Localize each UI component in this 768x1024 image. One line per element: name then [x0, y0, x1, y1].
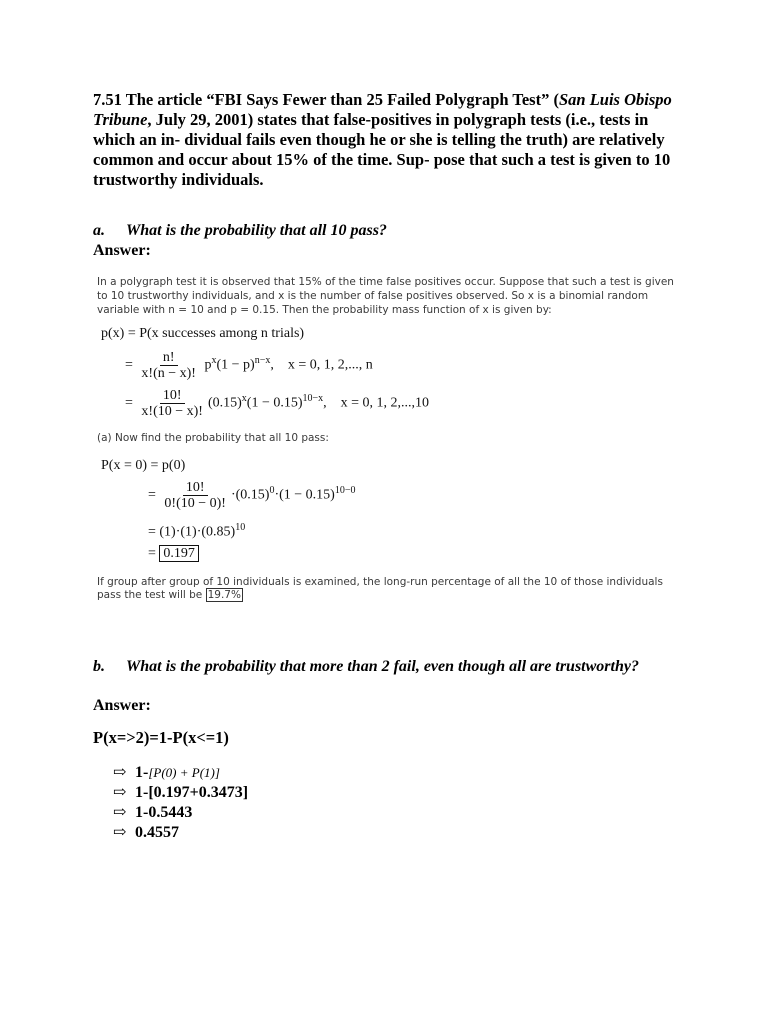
arrow-icon: ⇨: [113, 824, 127, 841]
part-b-answer-label: Answer:: [93, 697, 151, 714]
conclusion-text: If group after group of 10 individuals is examined, the long-run percentage of all the 10 of those individuals pass the test will be: [97, 576, 663, 601]
part-b-formula: P(x=>2)=1-P(x<=1): [93, 728, 229, 747]
part-a-answer-label: Answer:: [93, 242, 151, 259]
part-a-question-text: What is the probability that all 10 pass?: [126, 222, 387, 239]
calc-line-1: P(x = 0) = p(0): [101, 458, 186, 473]
problem-rest: , July 29, 2001) states that false-positives in polygraph tests (i.e., tests in which an in- dividual fails even though he or she is telling the truth) are relatively common and occur about 15% of the time. Sup- pose that such a test is given to 10 trustworthy individuals.: [93, 110, 671, 189]
step-3: [113, 803, 248, 823]
step-2-text: 1-[0.197+0.3473]: [135, 784, 249, 801]
step-1: [113, 763, 248, 783]
calc-line-2: = $\frac{10!}{0!(10 - 0)!}$ $\cdot(0.15)^0\cdot(1 - 0.15)^{10-0}$: [148, 480, 356, 511]
solution-conclusion: [97, 576, 687, 602]
part-b-label: b.: [93, 658, 105, 675]
step-4-text: 0.4557: [135, 824, 179, 841]
solution-subheading: (a) Now find the probability that all 10 pass:: [97, 432, 329, 444]
pmf-line-2: = $\frac{n!}{x!(n - x)!}$ $p^x(1 - p)^{n-x}$, x = 0, 1, 2,..., n: [125, 350, 373, 381]
part-b-steps: [113, 763, 248, 843]
calc-result-line: = 0.197: [148, 546, 199, 562]
pmf-range-1: x = 0, 1, 2,..., n: [287, 357, 373, 373]
part-a-label: a.: [93, 222, 105, 239]
arrow-icon: ⇨: [113, 804, 127, 821]
calc-line-3: = $(1)\cdot(1)\cdot(0.85)^{10}$: [148, 522, 246, 540]
arrow-icon: ⇨: [113, 784, 127, 801]
solution-intro: In a polygraph test it is observed that 15% of the time false positives occur. Suppose that such a test is given to 10 trustworthy individuals, and x is the number of false positives observed. So x is a binomial random variable with n = 10 and p = 0.15. Then the probability mass function of x is given by:: [97, 276, 674, 316]
step-3-text: 1-0.5443: [135, 804, 193, 821]
part-b-question: [93, 657, 653, 677]
part-a-question: [93, 222, 387, 240]
step-1-bracket: [P(0) + P(1)]: [148, 765, 220, 780]
pmf-line-3: = $\frac{10!}{x!(10 - x)!}$ $(0.15)^x(1 - 0.15)^{10-x}$, x = 0, 1, 2,...,10: [125, 388, 430, 419]
pmf-line-1: p(x) = P(x successes among n trials): [101, 326, 305, 341]
conclusion-value: 19.7%: [207, 589, 241, 601]
problem-statement: [93, 90, 683, 190]
part-b-question-text: What is the probability that more than 2 fail, even though all are trustworthy?: [126, 658, 639, 675]
calc-line-3-text: = (1)·(1)·(0.85): [148, 524, 236, 540]
calc-result: 0.197: [159, 545, 199, 562]
pmf-range-2: x = 0, 1, 2,...,10: [340, 395, 430, 411]
step-4: [113, 823, 248, 843]
step-2: [113, 783, 248, 803]
step-1-text: 1-: [135, 764, 149, 781]
problem-source: San Luis Obispo Tribune: [93, 90, 672, 129]
arrow-icon: ⇨: [113, 764, 127, 781]
problem-lead: 7.51 The article “FBI Says Fewer than 25 Failed Polygraph Test” (: [93, 90, 559, 109]
